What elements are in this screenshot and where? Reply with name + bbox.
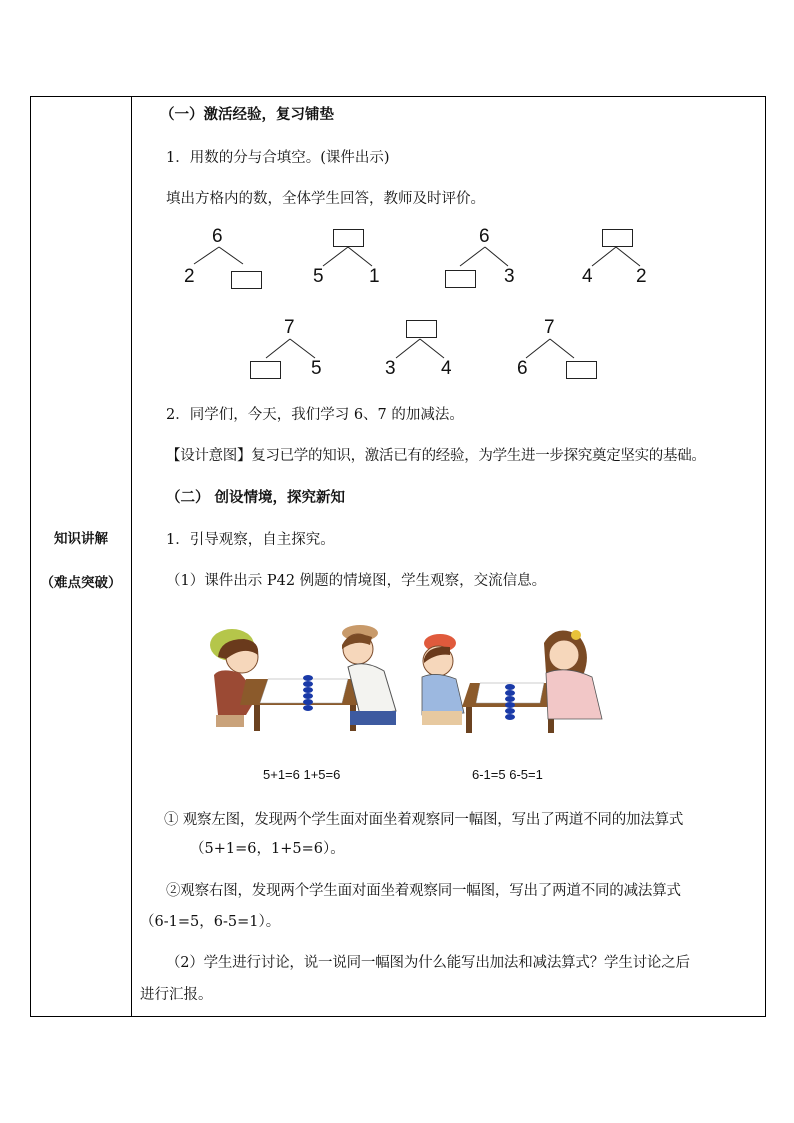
side-label-knowledge: 知识讲解	[54, 531, 108, 547]
equations-left: 5+1=6 1+5=6	[263, 767, 341, 782]
bond-right: 3	[504, 266, 515, 287]
section1-heading: （一）激活经验，复习铺垫	[160, 107, 334, 123]
side-label-difficulty: （难点突破）	[40, 575, 122, 591]
scene-left	[210, 625, 396, 731]
bond-left: 6	[517, 358, 528, 379]
bond-top: 7	[544, 317, 555, 338]
section1-item1-desc: 填出方格内的数，全体学生回答，教师及时评价。	[166, 191, 485, 207]
answer-box[interactable]	[406, 320, 437, 338]
discussion: （2）学生进行讨论，说一说同一幅图为什么能写出加法和减法算式？学生讨论之后	[166, 955, 690, 971]
bond-left: 4	[582, 266, 593, 287]
design-intent: 【设计意图】复习已学的知识，激活已有的经验，为学生进一步探究奠定坚实的基础。	[166, 448, 706, 464]
answer-box[interactable]	[333, 229, 364, 247]
section2-sub1: （1）课件出示 P42 例题的情境图，学生观察，交流信息。	[166, 573, 547, 589]
answer-box[interactable]	[250, 361, 281, 379]
discussion-cont: 进行汇报。	[140, 987, 213, 1003]
section2-heading: （二） 创设情境，探究新知	[166, 490, 346, 506]
observation-1-cont: （5+1=6，1+5=6）。	[190, 841, 345, 857]
bond-top: 6	[479, 226, 490, 247]
answer-box[interactable]	[445, 270, 476, 288]
bond-right: 5	[311, 358, 322, 379]
bond-right: 2	[636, 266, 647, 287]
bond-right: 1	[369, 266, 380, 287]
scene-illustration	[200, 615, 610, 745]
bond-right: 4	[441, 358, 452, 379]
observation-2-cont: （6-1=5，6-5=1）。	[140, 914, 281, 930]
equations-right: 6-1=5 6-5=1	[472, 767, 543, 782]
scene-right	[422, 630, 602, 733]
bond-top: 7	[284, 317, 295, 338]
bond-left: 2	[184, 266, 195, 287]
section2-item1: 1．引导观察，自主探究。	[166, 532, 335, 548]
bond-top: 6	[212, 226, 223, 247]
answer-box[interactable]	[602, 229, 633, 247]
observation-2: ②观察右图，发现两个学生面对面坐着观察同一幅图，写出了两道不同的减法算式	[166, 883, 681, 899]
bond-left: 3	[385, 358, 396, 379]
section1-item2: 2．同学们，今天，我们学习 6、7 的加减法。	[166, 407, 464, 423]
answer-box[interactable]	[566, 361, 597, 379]
section1-item1: 1．用数的分与合填空。(课件出示)	[166, 150, 390, 166]
bond-left: 5	[313, 266, 324, 287]
answer-box[interactable]	[231, 271, 262, 289]
observation-1: ① 观察左图，发现两个学生面对面坐着观察同一幅图，写出了两道不同的加法算式	[164, 812, 684, 828]
